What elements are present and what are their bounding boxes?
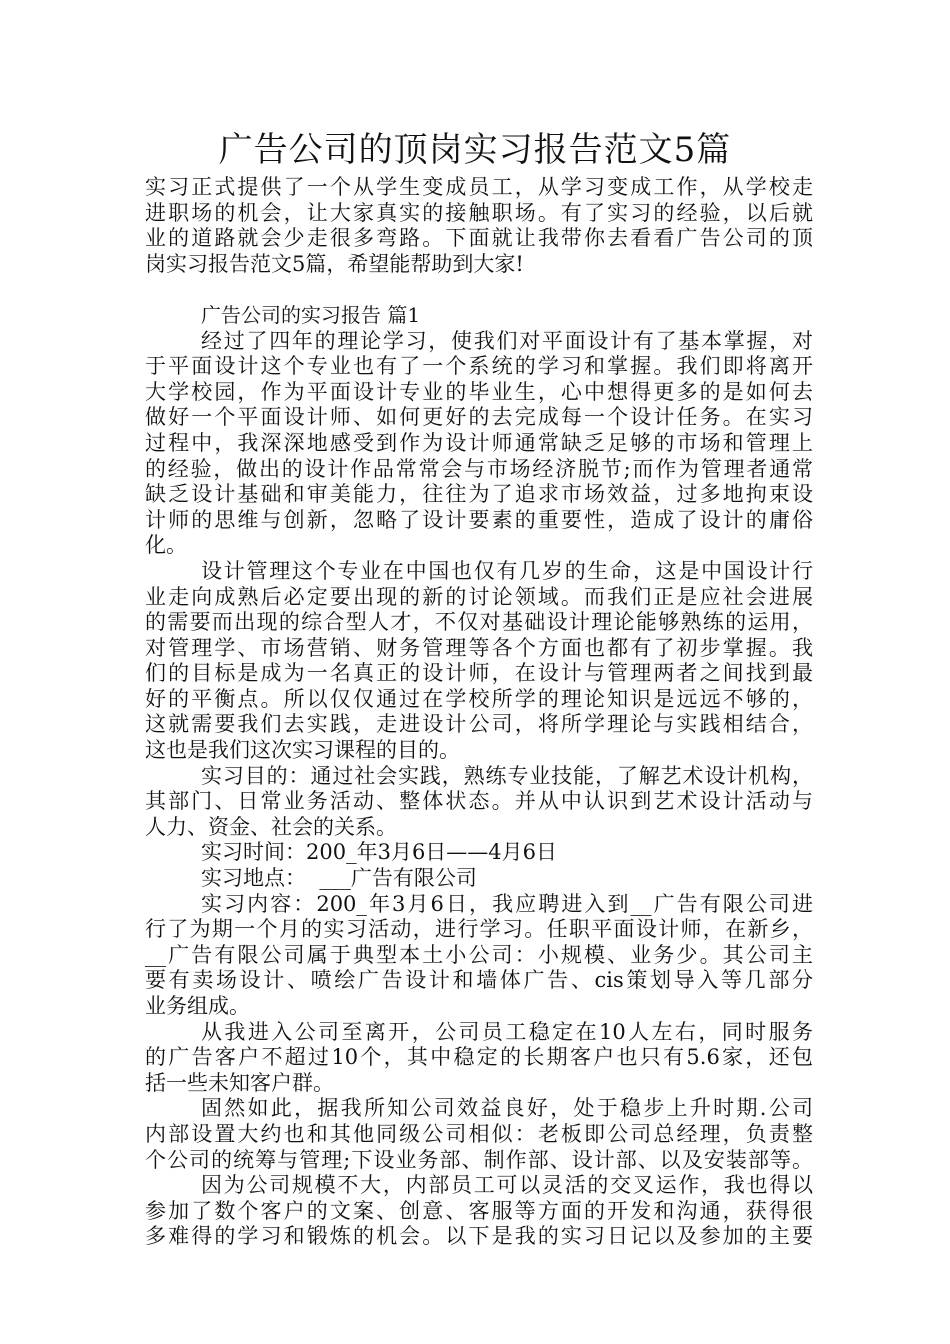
text-line: 好的平衡点。所以仅仅通过在学校所学的理论知识是远远不够的，	[145, 686, 813, 711]
paragraph	[145, 892, 813, 1020]
text-line: 这就需要我们去实践，走进设计公司，将所学理论与实践相结合，	[145, 712, 813, 737]
text-line: 的需要而出现的综合型人才，不仅对基础设计理论能够熟练的运用，	[145, 610, 813, 635]
paragraph	[145, 559, 813, 764]
text-line: 过程中，我深深地感受到作为设计师通常缺乏足够的市场和管理上	[145, 430, 813, 455]
text-line: 要有卖场设计、喷绘广告设计和墙体广告、cis策划导入等几部分	[145, 968, 813, 993]
text-line: 参加了数个客户的文案、创意、客服等方面的开发和沟通，获得很	[145, 1198, 813, 1223]
paragraph	[145, 866, 813, 892]
text-line: 进职场的机会，让大家真实的接触职场。有了实习的经验，以后就	[145, 200, 813, 225]
text-line: 对管理学、市场营销、财务管理等各个方面也都有了初步掌握。我	[145, 635, 813, 660]
text-line: 行了为期一个月的实习活动，进行学习。任职平面设计师，在新乡，	[145, 917, 813, 942]
text-line: 实习正式提供了一个从学生变成员工，从学习变成工作，从学校走	[145, 175, 813, 199]
text-line: __广告有限公司属于典型本土小公司：小规模、业务少。其公司主	[145, 942, 813, 967]
text-line: 其部门、日常业务活动、整体状态。并从中认识到艺术设计活动与	[145, 789, 813, 814]
text-line: 实习目的：通过社会实践，熟练专业技能，了解艺术设计机构，	[201, 763, 813, 788]
text-line: 化。	[145, 533, 187, 558]
text-line: 们的目标是成为一名真正的设计师，在设计与管理两者之间找到最	[145, 661, 813, 686]
text-line: 的广告客户不超过10个，其中稳定的长期客户也只有5.6家，还包	[145, 1045, 813, 1070]
intro-paragraph	[145, 175, 813, 277]
section-heading: 广告公司的实习报告 篇1	[201, 302, 421, 327]
text-line: 内部设置大约也和其他同级公司相似：老板即公司总经理，负责整	[145, 1121, 813, 1146]
text-line: 实习内容：200_年3月6日，我应聘进入到__广告有限公司进	[201, 891, 813, 916]
paragraph	[145, 1096, 813, 1173]
blank-line	[145, 277, 813, 303]
text-line: 这也是我们这次实习课程的目的。	[145, 738, 460, 763]
text-line: 的经验，做出的设计作品常常会与市场经济脱节;而作为管理者通常	[145, 456, 813, 481]
text-line: 括一些未知客户群。	[145, 1070, 334, 1095]
text-line: 实习时间：200_年3月6日——4月6日	[201, 840, 558, 865]
text-line: 固然如此，据我所知公司效益良好，处于稳步上升时期.公司	[201, 1096, 813, 1121]
text-line: 业务组成。	[145, 994, 250, 1018]
document-body	[145, 175, 813, 1250]
text-line: 从我进入公司至离开，公司员工稳定在10人左右，同时服务	[201, 1019, 813, 1044]
text-line: 业的道路就会少走很多弯路。下面就让我带你去看看广告公司的顶	[145, 226, 813, 251]
text-line: 因为公司规模不大，内部员工可以灵活的交叉运作，我也得以	[201, 1173, 813, 1198]
text-line: 实习地点： ___广告有限公司	[201, 866, 477, 891]
text-line: 岗实习报告范文5篇，希望能帮助到大家!	[145, 251, 524, 276]
text-line: 做好一个平面设计师、如何更好的去完成每一个设计任务。在实习	[145, 405, 813, 430]
text-line: 于平面设计这个专业也有了一个系统的学习和掌握。我们即将离开	[145, 354, 813, 379]
paragraph	[145, 840, 813, 866]
text-line: 人力、资金、社会的关系。	[145, 814, 397, 839]
document-title: 广告公司的顶岗实习报告范文5篇	[218, 130, 732, 170]
text-line: 经过了四年的理论学习，使我们对平面设计有了基本掌握，对	[201, 328, 813, 353]
text-line: 多难得的学习和锻炼的机会。以下是我的实习日记以及参加的主要	[145, 1224, 813, 1249]
text-line: 业走向成熟后必定要出现的新的讨论领域。而我们正是应社会进展	[145, 584, 813, 609]
text-line: 大学校园，作为平面设计专业的毕业生，心中想得更多的是如何去	[145, 379, 813, 404]
paragraph	[145, 1173, 813, 1250]
paragraph	[145, 764, 813, 841]
paragraph	[145, 1020, 813, 1097]
text-line: 个公司的统筹与管理;下设业务部、制作部、设计部、以及安装部等。	[145, 1147, 813, 1172]
paragraph	[145, 329, 813, 559]
text-line: 缺乏设计基础和审美能力，往往为了追求市场效益，过多地拘束设	[145, 482, 813, 507]
text-line: 设计管理这个专业在中国也仅有几岁的生命，这是中国设计行	[201, 558, 813, 583]
text-line: 计师的思维与创新，忽略了设计要素的重要性，造成了设计的庸俗	[145, 507, 813, 532]
